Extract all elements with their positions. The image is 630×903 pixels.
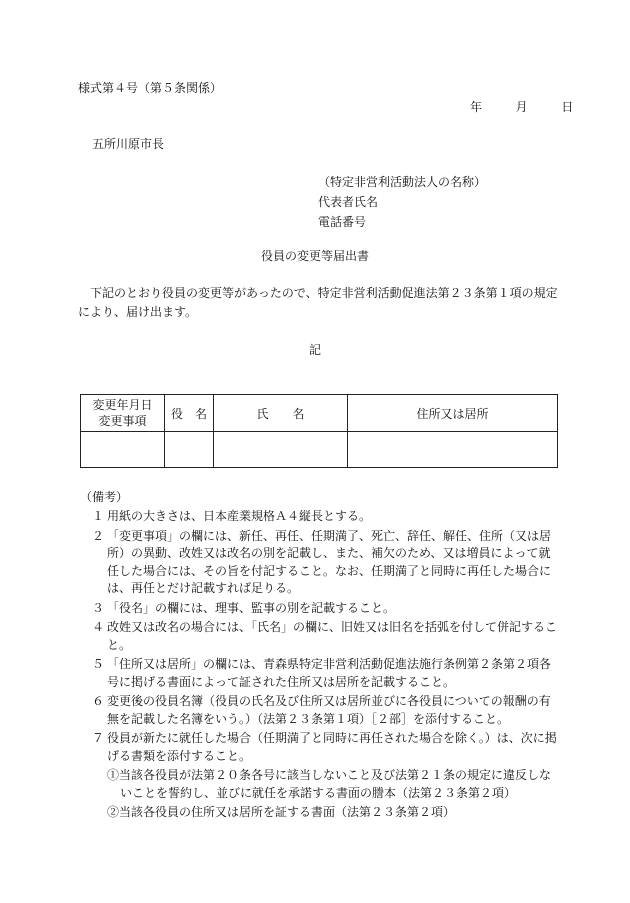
note-text: 「変更事項」の欄には、新任、再任、任期満了、死亡、辞任、解任、住所（又は居所）の異動、改姓又は改名の別を記載し、また、補欠のため、又は増員によって就任した場合には、その旨を付記すること。なお、任期満了と同時に再任した場合には、再任とだけ記載すれば足りる。	[107, 528, 552, 595]
body-sentence: 下記のとおり役員の変更等があったので、特定非営利活動促進法第２３条第１項の規定により、届け出ます。	[78, 286, 558, 319]
table-row	[81, 432, 558, 468]
header-address: 住所又は居所	[348, 395, 558, 432]
note-item	[80, 508, 560, 526]
date-month-label: 月	[515, 100, 528, 114]
cell-name[interactable]	[214, 432, 348, 468]
note-subitem: ②当該各役員の住所又は居所を証する書面（法第２３条第２項）	[107, 805, 456, 819]
note-text: 「役名」の欄には、理事、監事の別を記載すること。	[107, 600, 396, 615]
note-text: 変更後の役員名簿（役員の氏名及び住所又は居所並びに各役員についての報酬の有無を記載した名簿をいう。）（法第２３条第１項）［２部］を添付すること。	[107, 694, 551, 726]
applicant-block	[318, 174, 486, 234]
org-name-label: （特定非営利活動法人の名称）	[318, 175, 487, 189]
note-item	[80, 656, 560, 691]
note-text: 改姓又は改名の場合には、「氏名」の欄に、旧姓又は旧名を括弧を付して併記すること。	[107, 620, 558, 652]
header-position: 役 名	[165, 395, 214, 432]
note-number: ２	[92, 528, 105, 543]
note-text: 役員が新たに就任した場合（任期満了と同時に再任された場合を除く。）は、次に掲げる書類を添付すること。	[107, 731, 557, 763]
ki-heading: 記	[308, 343, 321, 357]
note-item	[80, 693, 560, 728]
table-header-row	[81, 395, 558, 432]
note-item	[80, 730, 560, 765]
note-number: １	[92, 509, 105, 523]
note-item	[80, 528, 560, 598]
note-item	[80, 619, 560, 654]
form-number: 様式第４号（第５条関係）	[78, 81, 223, 95]
representative-label: 代表者氏名	[318, 195, 379, 209]
notes-section	[80, 489, 560, 824]
note-subitem: ①当該各役員が法第２０条各号に該当しないこと及び法第２１条の規定に違反しないことを誓約し、並びに就任を承諾する書面の謄本（法第２３条第２項）	[107, 768, 552, 800]
cell-change-date[interactable]	[81, 432, 165, 468]
change-table	[80, 394, 558, 468]
note-number: ３	[92, 600, 105, 615]
note-item	[80, 600, 560, 618]
document-title: 役員の変更等届出書	[260, 249, 369, 263]
header-change-date-item	[81, 395, 165, 432]
note-number: ５	[92, 657, 105, 671]
body-text	[78, 284, 558, 322]
notes-title: （備考）	[80, 490, 129, 504]
date-line	[470, 99, 573, 115]
header-change-item: 変更事項	[98, 414, 147, 428]
note-text: 用紙の大きさは、日本産業規格Ａ４縦長とする。	[107, 509, 372, 523]
addressee: 五所川原市長	[92, 137, 165, 151]
date-year-label: 年	[470, 100, 483, 114]
cell-position[interactable]	[165, 432, 214, 468]
note-number: ６	[92, 694, 105, 708]
cell-address[interactable]	[348, 432, 558, 468]
note-number: ７	[92, 731, 105, 745]
note-text: 「住所又は居所」の欄には、青森県特定非営利活動促進法施行条例第２条第２項各号に掲げる書面によって証された住所又は居所を記載すること。	[107, 657, 552, 689]
header-change-date: 変更年月日	[92, 398, 153, 412]
phone-label: 電話番号	[318, 215, 367, 229]
header-name: 氏 名	[214, 395, 348, 432]
note-number: ４	[92, 620, 105, 634]
date-day-label: 日	[561, 100, 574, 114]
